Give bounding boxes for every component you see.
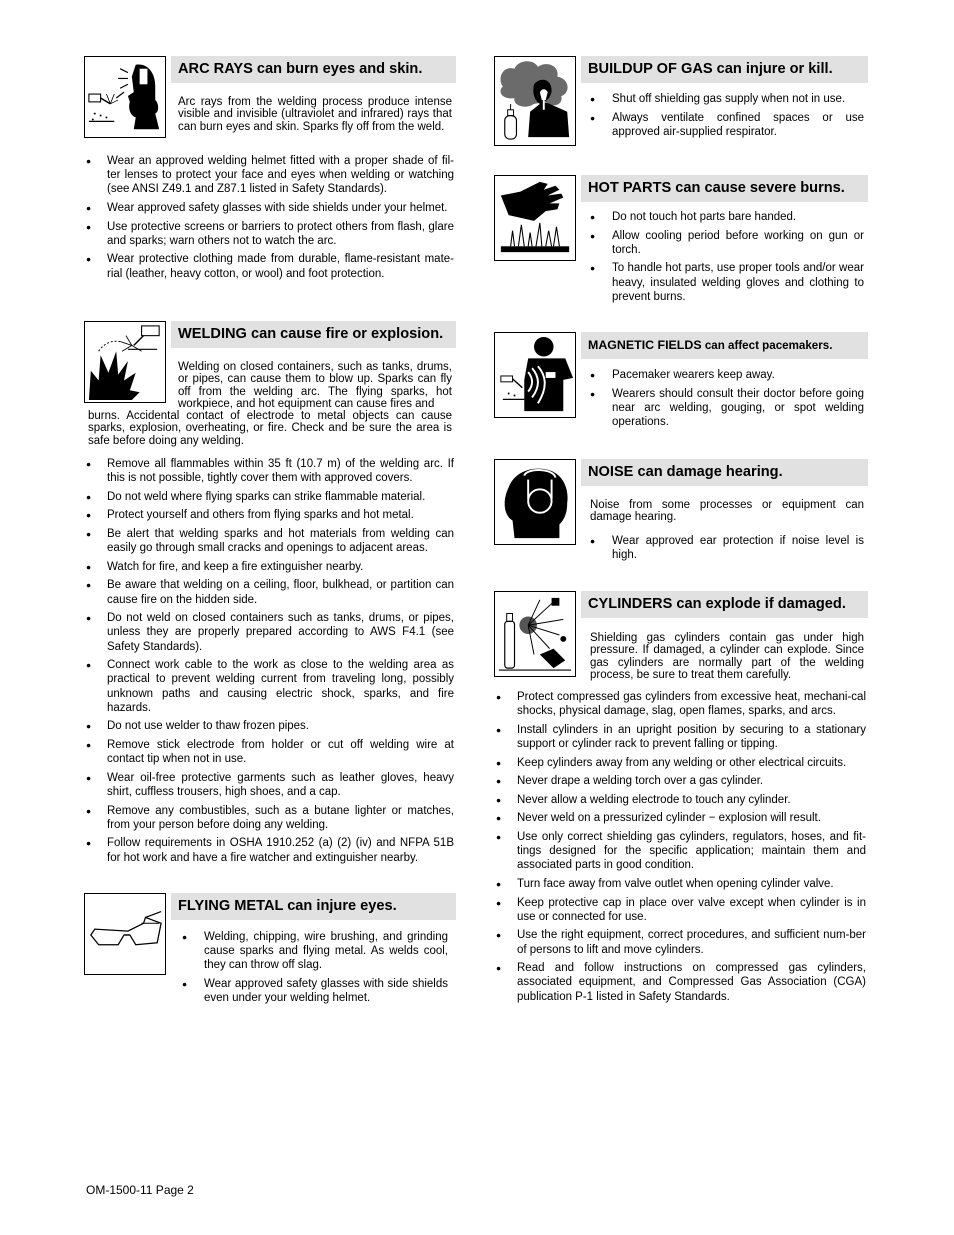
- list-item: ● Never allow a welding electrode to touch any cylinder.: [494, 793, 866, 807]
- list-item: ● Never weld on a pressurized cylinder − explosion will result.: [494, 811, 866, 825]
- list-item: ● Never drape a welding torch over a gas cylinder.: [494, 774, 866, 788]
- cylinder-explosion-icon: [494, 591, 576, 677]
- magnetic-fields-title-bold: MAGNETIC FIELDS: [588, 338, 702, 352]
- flying-metal-list: [180, 930, 448, 1010]
- magnetic-fields-title: [581, 332, 868, 359]
- list-item: ● Read and follow instructions on compressed gas cylinders, associated equipment, and Compressed Gas Association (CGA) publication P-1 listed in Safety Standards.: [494, 961, 866, 1004]
- list-item: ● Do not weld on closed containers such as tanks, drums, or pipes, unless they are properly prepared according to AWS F4.1 (see Safety Standards).: [84, 611, 454, 654]
- list-item: ● Keep protective cap in place over valve except when cylinder is in use or connected for use.: [494, 896, 866, 924]
- hot-parts-title: HOT PARTS can cause severe burns.: [581, 175, 868, 202]
- noise-list: [588, 534, 864, 567]
- list-item: ● Wear protective clothing made from durable, flame-resistant mate-rial (leather, heavy cotton, or wool) and foot protection.: [84, 252, 454, 280]
- arc-rays-list: [84, 154, 454, 285]
- explosion-icon: [84, 321, 166, 403]
- list-item: ● Follow requirements in OSHA 1910.252 (a) (2) (iv) and NFPA 51B for hot work and have a fire watcher and extinguisher nearby.: [84, 836, 454, 864]
- welding-fire-intro: Welding on closed containers, such as tanks, drums, or pipes, can cause them to blow up. Sparks can fly off from the welding arc. The flying sparks, hot workpiece, and hot equipment can cause fires and: [178, 361, 452, 410]
- magnetic-fields-list: [588, 368, 864, 434]
- list-item: ● Wear approved safety glasses with side shields even under your welding helmet.: [180, 977, 448, 1005]
- list-item: ● Connect work cable to the work as close to the welding area as practical to prevent welding current from traveling long, possibly unknown paths and causing electric shock, sparks, and fire hazards.: [84, 658, 454, 715]
- list-item: ● Do not weld where flying sparks can strike flammable material.: [84, 490, 454, 504]
- list-item: ● Protect compressed gas cylinders from excessive heat, mechani-cal shocks, physical damage, slag, open flames, sparks, and arcs.: [494, 690, 866, 718]
- list-item: ● Do not use welder to thaw frozen pipes.: [84, 719, 454, 733]
- gas-buildup-title: BUILDUP OF GAS can injure or kill.: [581, 56, 868, 83]
- list-item: ● Turn face away from valve outlet when opening cylinder valve.: [494, 877, 866, 891]
- list-item: ● Be aware that welding on a ceiling, floor, bulkhead, or partition can cause fire on the hidden side.: [84, 578, 454, 606]
- arc-rays-section: [84, 56, 456, 302]
- hot-hand-icon: [494, 175, 576, 261]
- gas-fumes-icon: [494, 56, 576, 146]
- gas-buildup-list: [588, 92, 864, 143]
- list-item: ● Wearers should consult their doctor before going near arc welding, gouging, or spot welding operations.: [588, 387, 864, 430]
- list-item: ● Use the right equipment, correct procedures, and sufficient num-ber of persons to lift and move cylinders.: [494, 928, 866, 956]
- noise-intro: Noise from some processes or equipment can damage hearing.: [590, 499, 864, 524]
- flying-metal-title: FLYING METAL can injure eyes.: [171, 893, 456, 920]
- list-item: ● Remove all flammables within 35 ft (10.7 m) of the welding arc. If this is not possible, tightly cover them with approved covers.: [84, 457, 454, 485]
- cylinders-intro: Shielding gas cylinders contain gas under high pressure. If damaged, a cylinder can explode. Since gas cylinders are normally part of the welding process, be sure to treat them carefully.: [590, 632, 864, 681]
- list-item: ● Keep cylinders away from any welding or other electrical circuits.: [494, 756, 866, 770]
- list-item: ● Shut off shielding gas supply when not in use.: [588, 92, 864, 106]
- list-item: ● Wear oil-free protective garments such as leather gloves, heavy shirt, cuffless trousers, high shoes, and a cap.: [84, 771, 454, 799]
- cylinders-list: [494, 690, 866, 1008]
- list-item: ● Welding, chipping, wire brushing, and grinding cause sparks and flying metal. As welds cool, they can throw off slag.: [180, 930, 448, 973]
- list-item: ● Wear approved ear protection if noise level is high.: [588, 534, 864, 562]
- arc-rays-intro: Arc rays from the welding process produce intense visible and invisible (ultraviolet and infrared) rays that can burn eyes and skin. Sparks fly off from the weld.: [178, 96, 452, 133]
- list-item: ● Use protective screens or barriers to protect others from flash, glare and sparks; warn others not to watch the arc.: [84, 220, 454, 248]
- hot-parts-list: [588, 210, 864, 308]
- left-column: [84, 56, 456, 1005]
- list-item: ● Be alert that welding sparks and hot materials from welding can easily go through small cracks and openings to adjacent areas.: [84, 527, 454, 555]
- list-item: ● Remove any combustibles, such as a butane lighter or matches, from your person before doing any welding.: [84, 804, 454, 832]
- welding-fire-title: WELDING can cause fire or explosion.: [171, 321, 456, 348]
- welding-fire-intro-continued: burns. Accidental contact of electrode to metal objects can cause sparks, explosion, overheating, or fire. Check and be sure the area is safe before doing any welding.: [88, 410, 452, 447]
- arc-rays-icon: [84, 56, 166, 138]
- list-item: ● Install cylinders in an upright position by securing to a stationary support or cylinder rack to prevent falling or tipping.: [494, 723, 866, 751]
- list-item: ● Watch for fire, and keep a fire extinguisher nearby.: [84, 560, 454, 574]
- magnetic-fields-title-rest: can affect pacemakers.: [701, 339, 833, 352]
- safety-glasses-icon: [84, 893, 166, 975]
- list-item: ● Pacemaker wearers keep away.: [588, 368, 864, 382]
- list-item: ● Wear an approved welding helmet fitted with a proper shade of fil-ter lenses to protect your face and eyes when welding or watching (see ANSI Z49.1 and Z87.1 listed in Safety Standards).: [84, 154, 454, 197]
- list-item: ● Always ventilate confined spaces or use approved air-supplied respirator.: [588, 111, 864, 139]
- welding-fire-list: [84, 457, 454, 869]
- cylinders-title: CYLINDERS can explode if damaged.: [581, 591, 868, 618]
- noise-title: NOISE can damage hearing.: [581, 459, 868, 486]
- list-item: ● Wear approved safety glasses with side shields under your helmet.: [84, 201, 454, 215]
- list-item: ● To handle hot parts, use proper tools and/or wear heavy, insulated welding gloves and clothing to prevent burns.: [588, 261, 864, 304]
- arc-rays-title: ARC RAYS can burn eyes and skin.: [171, 56, 456, 83]
- pacemaker-icon: [494, 332, 576, 418]
- list-item: ● Use only correct shielding gas cylinders, regulators, hoses, and fit-tings designed for the specific application; maintain them and associated parts in good condition.: [494, 830, 866, 873]
- list-item: ● Do not touch hot parts bare handed.: [588, 210, 864, 224]
- list-item: ● Allow cooling period before working on gun or torch.: [588, 229, 864, 257]
- list-item: ● Remove stick electrode from holder or cut off welding wire at contact tip when not in use.: [84, 738, 454, 766]
- ear-protection-icon: [494, 459, 576, 545]
- list-item: ● Protect yourself and others from flying sparks and hot metal.: [84, 508, 454, 522]
- page-footer: OM-1500-11 Page 2: [86, 1183, 194, 1197]
